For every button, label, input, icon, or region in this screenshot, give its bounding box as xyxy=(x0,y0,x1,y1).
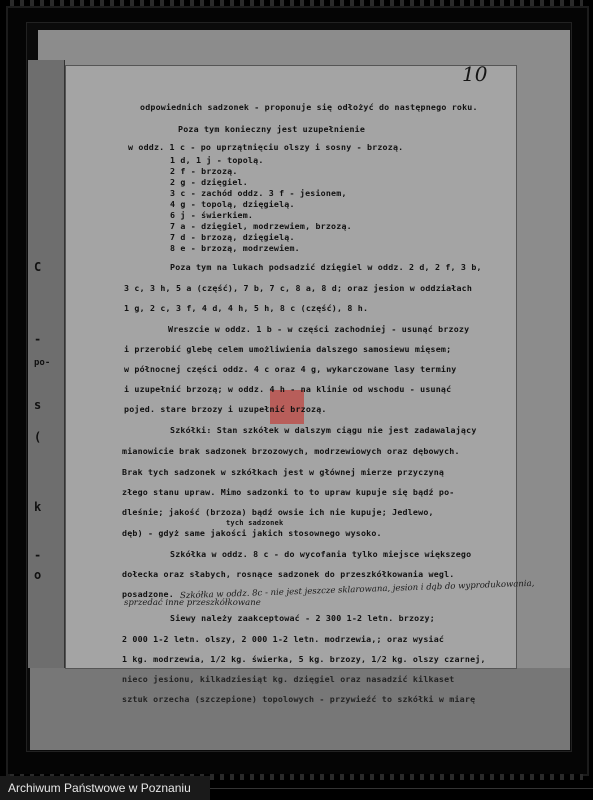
text-line: 2 g - dzięgiel. xyxy=(170,177,248,187)
text-line: Szkółka w oddz. 8 c - do wycofania tylko miejsce większego xyxy=(170,549,472,559)
text-line: 1 g, 2 c, 3 f, 4 d, 4 h, 5 h, 8 c (część), 8 h. xyxy=(124,303,369,313)
interline-note: tych sadzonek xyxy=(226,519,284,527)
text-line: 1 d, 1 j - topolą. xyxy=(170,155,264,165)
text-line: 1 kg. modrzewia, 1/2 kg. świerka, 5 kg. brzozy, 1/2 kg. olszy czarnej, xyxy=(122,654,486,664)
fragment-text: C xyxy=(34,260,42,274)
text-line: posadzone. xyxy=(122,589,174,599)
text-line: Wreszcie w oddz. 1 b - w części zachodniej - usunąć brzozy xyxy=(168,324,470,334)
fragment-text: - xyxy=(34,548,42,562)
text-line: 7 a - dzięgiel, modrzewiem, brzozą. xyxy=(170,221,352,231)
handwritten-note: sprzedać inne przeszkółkowane xyxy=(124,598,261,608)
text-line: dęb) - gdyż same jakości jakich stosownego wysoko. xyxy=(122,528,382,538)
text-line: 3 c - zachód oddz. 3 f - jesionem, xyxy=(170,188,347,198)
text-line: 6 j - świerkiem. xyxy=(170,210,254,220)
text-line: sztuk orzecha (szczepione) topolowych - przywieźć to szkółki w miarę xyxy=(122,694,476,704)
page-number: 10 xyxy=(462,62,488,86)
text-line: i uzupełnić brzozą; w oddz. 4 h - na klinie od wschodu - usunąć xyxy=(124,384,452,394)
text-line: 2 000 1-2 letn. olszy, 2 000 1-2 letn. modrzewia,; oraz wysiać xyxy=(122,634,445,644)
fragment-text: po- xyxy=(34,358,51,368)
text-line: dołecka oraz słabych, rosnące sadzonek do przeszkółkowania wegl. xyxy=(122,569,455,579)
fragment-text: k xyxy=(34,500,42,514)
footer-divider xyxy=(210,788,593,789)
handwritten-note: Szkółka w oddz. 8c - nie jest jeszcze sklarowana, jesion i dąb do wyprodukowania, xyxy=(179,578,535,602)
archive-label: Archiwum Państwowe w Poznaniu xyxy=(0,776,210,800)
text-line: Siewy należy zaakceptować - 2 300 1-2 letn. brzozy; xyxy=(170,613,435,623)
film-perforation-top xyxy=(10,0,583,6)
text-line: w oddz. 1 c - po uprzątnięciu olszy i sosny - brzozą. xyxy=(128,142,404,152)
text-line: dleśnie; jakość (brzoza) bądź owsie ich nie kupuje; Jedlewo, xyxy=(122,507,434,517)
fragment-text: o xyxy=(34,568,42,582)
text-line: 2 f - brzozą. xyxy=(170,166,238,176)
text-line: 3 c, 3 h, 5 a (część), 7 b, 7 c, 8 a, 8 d; oraz jesion w oddziałach xyxy=(124,283,473,293)
text-line: 7 d - brzozą, dzięgielą. xyxy=(170,232,295,242)
text-line: Poza tym konieczny jest uzupełnienie xyxy=(178,124,366,134)
text-line: 4 g - topolą, dzięgielą. xyxy=(170,199,295,209)
text-line: pojed. stare brzozy i uzupełnić brzozą. xyxy=(124,404,327,414)
text-line: Szkółki: Stan szkółek w dalszym ciągu nie jest zadawalający xyxy=(170,425,477,435)
text-line: nieco jesionu, kilkadziesiąt kg. dzięgiel oraz nasadzić kilkaset xyxy=(122,674,455,684)
text-line: Brak tych sadzonek w szkółkach jest w głównej mierze przyczyną xyxy=(122,467,445,477)
fragment-text: ( xyxy=(34,430,42,444)
fragment-text: - xyxy=(34,332,42,346)
text-line: mianowicie brak sadzonek brzozowych, modrzewiowych oraz dębowych. xyxy=(122,446,460,456)
text-line: 8 e - brzozą, modrzewiem. xyxy=(170,243,300,253)
text-line: i przerobić glebę celem umożliwienia dalszego samosiewu mięsem; xyxy=(124,344,452,354)
text-line: złego stanu upraw. Mimo sadzonki to to upraw kupuje się bądź po- xyxy=(122,487,455,497)
fragment-text: s xyxy=(34,398,42,412)
adjacent-page-strip xyxy=(28,60,65,668)
text-line: Poza tym na lukach podsadzić dzięgiel w oddz. 2 d, 2 f, 3 b, xyxy=(170,262,482,272)
text-line: odpowiednich sadzonek - proponuje się odłożyć do następnego roku. xyxy=(140,102,478,112)
text-line: w północnej części oddz. 4 c oraz 4 g, wykarczowane lasy terminy xyxy=(124,364,457,374)
